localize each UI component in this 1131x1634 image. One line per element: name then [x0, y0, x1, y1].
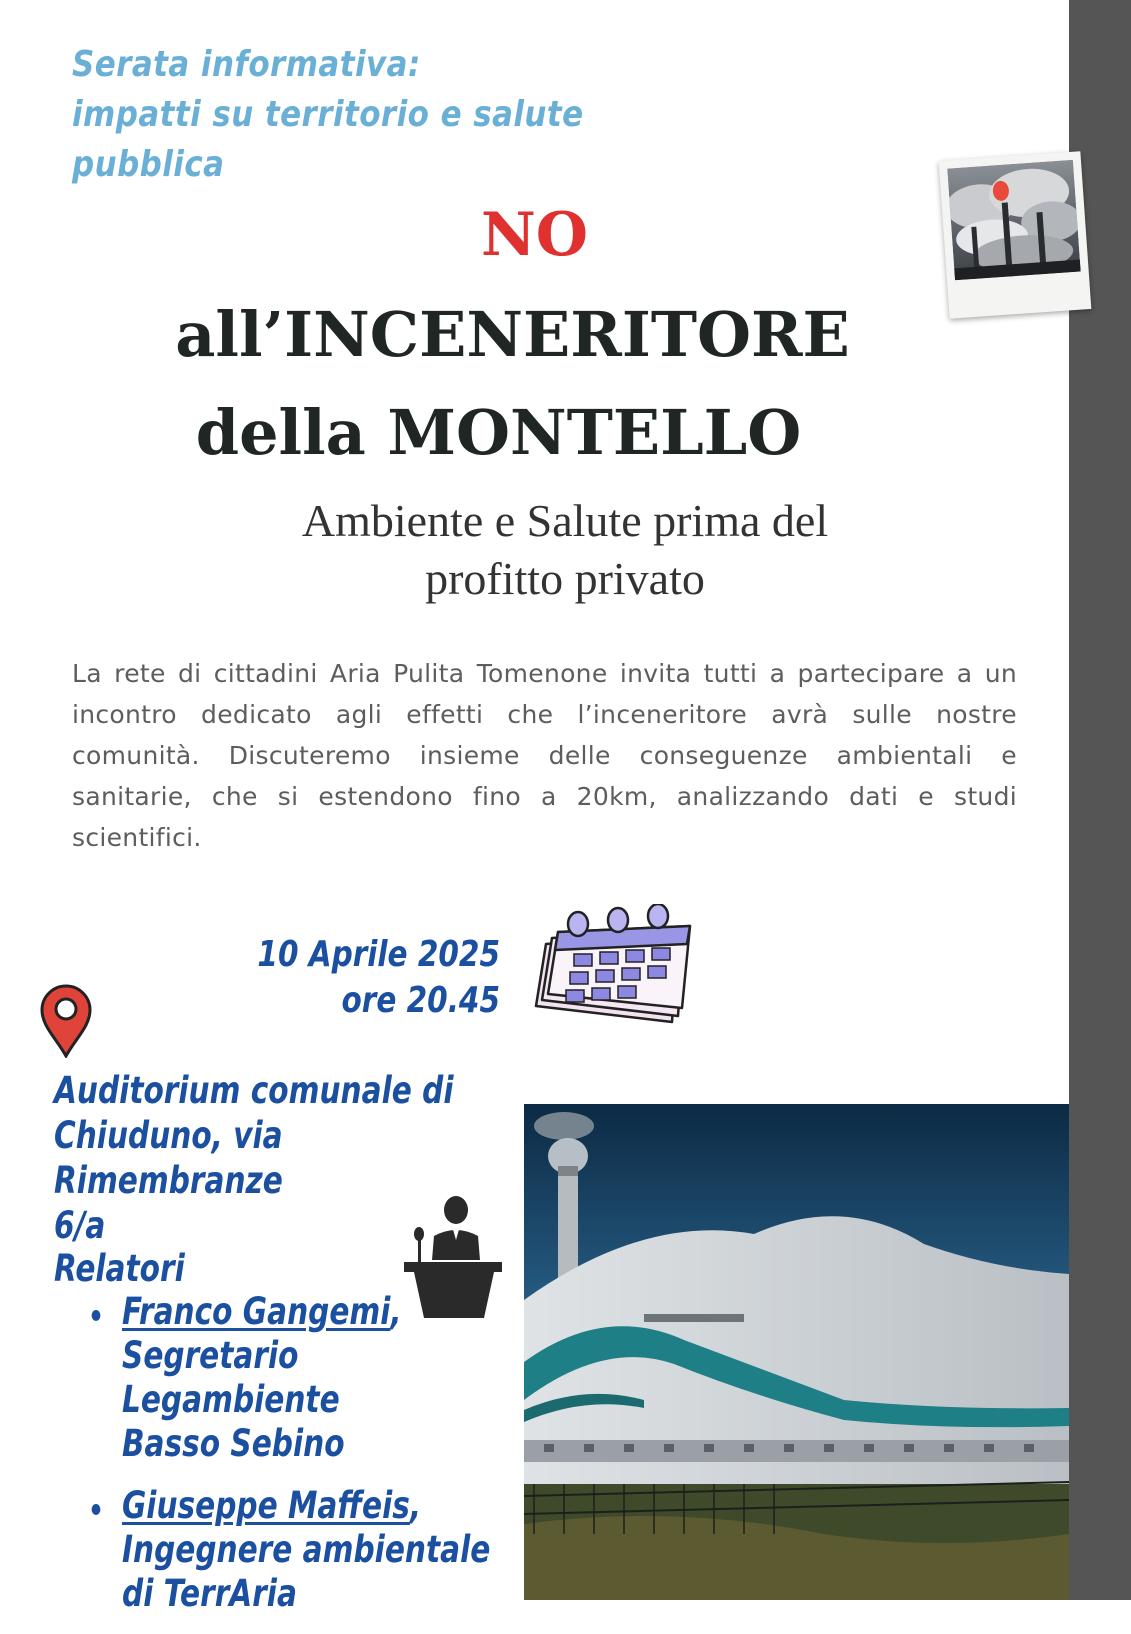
invitation-text: La rete di cittadini Aria Pulita Tomenone invita tutti a partecipare a un incontro dedicato agli effetti che l’inceneritore avrà sulle nostre comunità. Discuteremo insieme delle conseguenze ambientali e sanitarie, che si estendono fino a 20km, analizzando dati e studi scientifici. — [72, 659, 1017, 852]
venue-line-1: Auditorium comunale di — [54, 1069, 454, 1112]
subtitle-line-2: profitto privato — [425, 553, 705, 604]
title-line-3: della MONTELLO — [195, 396, 802, 469]
subtitle-line-1: Ambiente e Salute prima del — [301, 495, 829, 546]
speaker-role: Ingegnere ambientale — [122, 1528, 491, 1571]
title-line-2: all’INCENERITORE — [175, 298, 850, 371]
speaker-comma: , — [409, 1484, 422, 1527]
speaker-name-link[interactable]: Giuseppe Maffeis — [122, 1484, 410, 1527]
kicker-line-1: Serata informativa: — [72, 44, 421, 85]
title-no: NO — [480, 200, 589, 270]
speakers-heading: Relatori — [54, 1247, 185, 1290]
speaker-organization: di TerrAria — [122, 1572, 297, 1615]
speaker-item — [90, 1484, 506, 1616]
event-date: 10 Aprile 2025 — [257, 934, 500, 975]
kicker-line-2: impatti su territorio e salute pubblica — [72, 94, 584, 185]
speakers-list — [90, 1290, 506, 1634]
calendar-icon — [522, 904, 702, 1054]
event-kicker — [72, 40, 726, 190]
speaker-name-link[interactable]: Franco Gangemi — [122, 1290, 391, 1333]
map-pin-icon — [38, 982, 94, 1058]
event-datetime — [254, 932, 500, 1024]
event-time: ore 20.45 — [341, 980, 500, 1021]
speaker-role: Segretario Legambiente — [122, 1334, 340, 1421]
speaker-comma: , — [390, 1290, 402, 1333]
venue-line-3: 6/a — [54, 1204, 106, 1247]
speaker-organization: Basso Sebino — [122, 1422, 345, 1465]
subtitle — [200, 492, 930, 608]
venue-line-2: Chiuduno, via Rimembranze — [54, 1114, 283, 1202]
speaker-item — [90, 1290, 506, 1466]
incinerator-photo — [524, 1104, 1069, 1600]
